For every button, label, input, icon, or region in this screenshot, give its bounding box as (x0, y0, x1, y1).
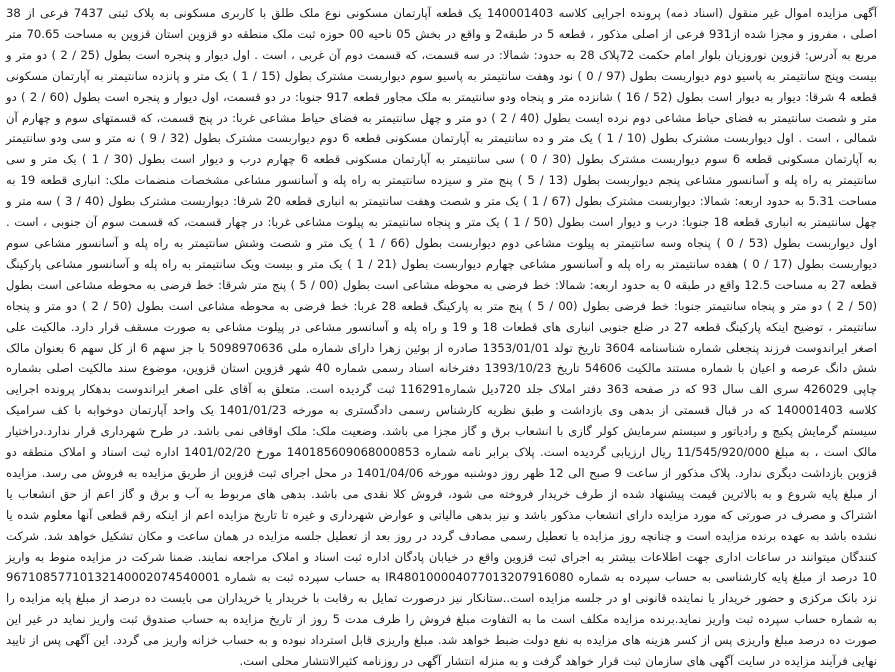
auction-notice-text: آگهی مزایده اموال غیر منقول (اسناد ذمه) پرونده اجرایی کلاسه 140001403 یک قطعه آپارتمان مسکونی نوع ملک طلق با کاربری مسکونی به پلاک ثبتی 7437 فرعی از 38 اصلی ، مفروز و مجزا شده از931 فرعی از اصلی مذکور ، قطعه 5 در طبقه2 و واقع در بخش 05 ناحیه 00 حوزه ثبت ملک منطقه دو قزوین استان قزوین به مساحت 70.65 متر مربع به آدرس: قزوین نوروزیان بلوار امام حکمت 72پلاک 28 به حدود: شمالا: در سه قسمت، که قسمت دوم آن غربی ، است . اول دیوار و پنجره است بطول (25 / 2 ) دو متر و بیست وپنج سانتیمتر به پاسیو دوم دیواربست بطول (97 / 0 ) نود وهفت سانتیمتر به پاسیو سوم دیواربست مشترک بطول (15 / 1 ) یک متر و پانزده سانتیمتر به آپارتمان مسکونی قطعه 4 شرقا: دیوار به دیوار است بطول (52 / 16 ) شانزده متر و پنجاه ودو سانتیمتر به ملک مجاور قطعه 917 جنوبا: در دو قسمت، اول دیوار و پنجره است بطول (60 / 2 ) دو متر و شصت سانتیمتر به فضای حیاط مشاعی دوم نرده ایست بطول (40 / 2 ) دو متر و چهل سانتیمتر به فضای حیاط مشاعی غربا: در پنج قسمت، که قسمتهای سوم و چهارم آن شمالی ، است . اول دیواربست مشترک بطول (10 / 1 ) یک متر و ده سانتیمتر به آپارتمان مسکونی قطعه 6 دوم دیواربست مشترک بطول (32 / 9 ) نه متر و سی ودو سانتیمتر به آپارتمان مسکونی قطعه 6 سوم دیواربست مشترک بطول (30 / 0 ) سی سانتیمتر به آپارتمان مسکونی قطعه 6 چهارم درب و دیوار است بطول (30 / 1 ) یک متر و سی سانتیمتر به راه پله و آسانسور مشاعی پنجم دیواربست بطول (13 / 5 ) پنج متر و سیزده سانتیمتر به راه پله و آسانسور مشاعی مشخصات منضمات ملک: انباری قطعه 19 به مساحت 5.31 به حدود اربعه: شمالا: دیواربست مشترک بطول (67 / 1 ) یک متر و شصت وهفت سانتیمتر به انباری قطعه 20 شرقا: دیواربست مشترک بطول (40 / 3 ) سه متر و چهل سانتیمتر به انباری قطعه 18 جنوبا: درب و دیوار است بطول (50 / 1 ) یک متر و پنجاه سانتیمتر به پیلوت مشاعی غربا: در چهار قسمت، که قسمت سوم آن جنوبی ، است . اول دیواربست بطول (53 / 0 ) پنجاه وسه سانتیمتر به پیلوت مشاعی دوم دیواربست بطول (66 / 1 ) یک متر و شصت وشش سانتیمتر به راه پله و آسانسور مشاعی سوم دیواربست بطول (17 / 0 ) هفده سانتیمتر به راه پله و آسانسور مشاعی چهارم دیواربست بطول (21 / 1 ) یک متر و بیست ویک سانتیمتر به راه پله و آسانسور مشاعی پارکینگ قطعه 27 به مساحت 12.5 واقع در طبقه 0 به حدود اربعه: شمالا: خط فرضی به محوطه مشاعی است بطول (00 / 5 ) پنج متر شرقا: خط فرضی به محوطه مشاعی است بطول (50 / 2 ) دو متر و پنجاه سانتیمتر جنوبا: خط فرضی بطول (00 / 5 ) پنج متر به پارکینگ قطعه 28 غربا: خط فرضی به محوطه مشاعی است بطول (50 / 2 ) دو متر و پنجاه سانتیمتر ، توضیح اینکه پارکینگ قطعه 27 در ضلع جنوبی انباری های قطعات 18 و 19 و راه پله و آسانسور مشاعی در پیلوت مشاعی به صورت مسقف قرار دارد. مالکیت علی اصغر ایراندوست فرزند پنجعلی شماره شناسنامه 3604 تاریخ تولد 1353/01/01 صادره از بوئین زهرا دارای شماره ملی 5098970636 با جز سهم 6 از کل سهم 6 بعنوان مالک شش دانگ عرصه و اعیان با شماره مستند مالکیت 54606 تاریخ 1393/10/23 دفترخانه اسناد رسمی شماره 40 شهر قزوین استان قزوین، موضوع سند مالکیت اصلی بشماره چاپی 426029 سری الف سال 93 که در صفحه 363 دفتر املاک جلد 720دیل شماره116291 ثبت گردیده است. متعلق به آقای علی اصغر ایراندوست بدهکار پرونده اجرایی کلاسه 140001403 که در قبال قسمتی از بدهی وی بازداشت و طبق نظریه کارشناس رسمی دادگستری به مورخه 1401/01/23 یک واحد آپارتمان دوخوابه با کف سرامیک سیستم گرمایش پکیج و رادیاتور و سیستم سرمایش کولر گازی با انشعاب برق و گاز مجزا می باشد. وضعیت ملک: ملک اوقافی نمی باشد. در طرح شهرداری قرار ندارد.دراختیار مالک است ، به مبلغ 11/545/920/000 ریال ارزیابی گردیده است. پلاک برابر نامه شماره 140185609068000853 مورخ 1401/02/20 اداره ثبت اسناد و املاک منطقه دو قزوین بازداشت دیگری ندارد. پلاک مذکور از ساعت 9 صبح الی 12 ظهر روز دوشنبه مورخه 1401/04/06 در محل اجرای ثبت قزوین از طریق مزایده به فروش می رسد. مزایده از مبلغ پایه شروع و به بالاترین قیمت پیشنهاد شده از طرف خریدار فروخته می شود، فروش کلا نقدی می باشد. بدهی های مربوط به آب و برق و گاز اعم از حق انشعاب یا اشتراک و مصرف در صورتی که مورد مزایده دارای انشعاب مذکور باشد و نیز بدهی مالیاتی و عوارض شهرداری و غیره تا تاریخ مزایده اعم از اینکه رقم قطعی آنها معلوم شده یا نشده باشد به عهده برنده مزایده است و چنانچه روز مزایده با تعطیل رسمی مصادف گردد در روز بعد از تعطیل جلسه مزایده در همان ساعت و مکان تشکیل خواهد شد. شرکت کنندگان میتوانند در ساعات اداری جهت اطلاعات بیشتر به اجرای ثبت قزوین واقع در خیابان پادگان اداره ثبت اسناد و املاک مراجعه نمایند. ضمنا شرکت در مزایده منوط به واریز 10 درصد از مبلغ پایه کارشناسی به حساب سپرده به شماره IR480100004077013207916080 به حساب سپرده ثبت به شماره 96710857710132140002074540001 نزد بانک مرکزی و حضور خریدار یا نماینده قانونی او در جلسه مزایده است..ستانکار نیز درصورت تمایل به رقابت با خریدار یا خریداران می بایست ده درصد از مبلغ پایه مزایده را به شماره حساب سپرده ثبت واریز نماید.برنده مزایده مکلف است ما به التفاوت مبلغ فروش را ظرف مدت 5 روز از تاریخ مزایده به حساب صندوق ثبت واریز نماید در غیر این صورت ده درصد مبلغ واریزی پس از کسر هزینه های مزایده به نفع دولت ضبط خواهد شد. مبلغ واریزی قابل استرداد نبوده و به حساب خزانه واریز می گردد. این آگهی پس از تایید نهایی فرآیند مزایده در سایت آگهی های سازمان ثبت قرار خواهد گرفت و به منزله انتشار آگهی در روزنامه کثیرالانتشار محلی است. (6, 6, 878, 669)
